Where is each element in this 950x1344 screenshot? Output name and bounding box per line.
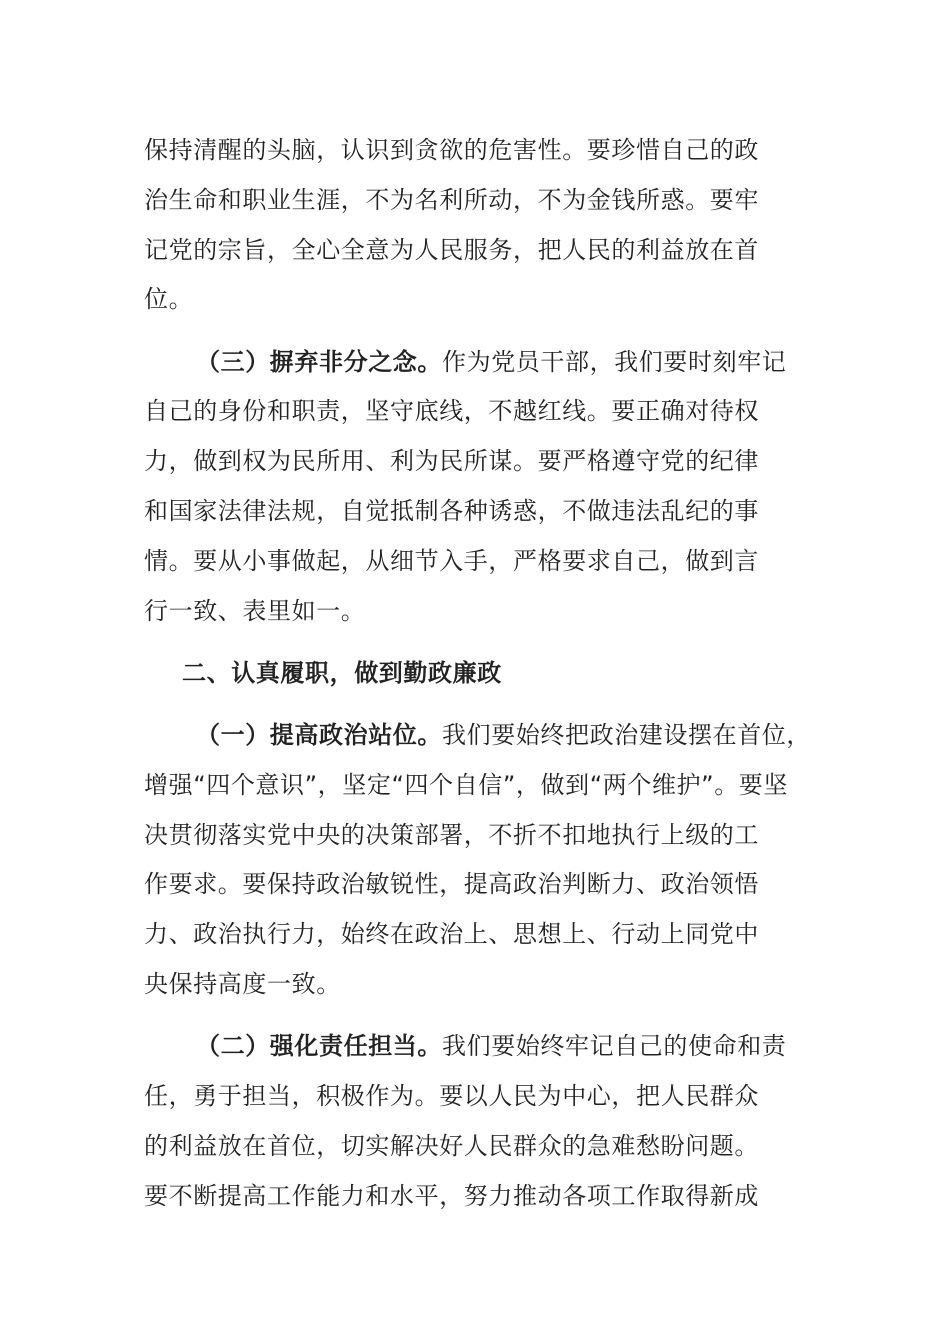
paragraph-2 [144,338,808,637]
text-line: 力，做到权为民所用、利为民所谋。要严格遵守党的纪律 [144,447,759,476]
section-heading: 二、认真履职，做到勤政廉政 [182,658,502,687]
text-line [144,1022,808,1072]
text-line-rest: 我们要始终牢记自己的使命和责 [442,1032,787,1061]
text-line-rest: 作为党员干部，我们要时刻牢记 [442,347,787,376]
text-line: 央保持高度一致。 [144,969,341,998]
text-line [144,711,811,761]
subheading-3: （三）摒弃非分之念。 [196,347,442,376]
text-line: 位。 [144,285,194,314]
text-line: 行一致、表里如一。 [144,596,366,625]
text-line: 决贯彻落实党中央的决策部署，不折不扣地执行上级的工 [144,820,759,849]
text-line: 的利益放在首位，切实解决好人民群众的急难愁盼问题。 [144,1131,759,1160]
paragraph-4 [144,1022,808,1221]
paragraph-1 [144,126,808,325]
text-line: 治生命和职业生涯，不为名利所动，不为金钱所惑。要牢 [144,185,759,214]
text-line-rest: 我们要始终把政治建设摆在首位， [442,720,811,749]
subheading-2: （二）强化责任担当。 [196,1032,442,1061]
text-line: 保持清醒的头脑，认识到贪欲的危害性。要珍惜自己的政 [144,136,759,164]
text-line: 要不断提高工作能力和水平，努力推动各项工作取得新成 [144,1181,759,1210]
text-line: 力、政治执行力，始终在政治上、思想上、行动上同党中 [144,920,759,949]
text-line: 记党的宗旨，全心全意为人民服务，把人民的利益放在首 [144,235,759,264]
paragraph-3 [144,711,811,1010]
text-line [144,338,808,388]
document-page [144,126,811,1221]
subheading-1: （一）提高政治站位。 [196,720,442,749]
text-line: 和国家法律法规，自觉抵制各种诱惑，不做违法乱纪的事 [144,496,759,525]
text-line: 作要求。要保持政治敏锐性，提高政治判断力、政治领悟 [144,870,759,899]
text-line: 任，勇于担当，积极作为。要以人民为中心，把人民群众 [144,1081,759,1110]
text-line: 自己的身份和职责，坚守底线，不越红线。要正确对待权 [144,397,759,426]
text-line: 增强“四个意识”，坚定“四个自信”，做到“两个维护”。要坚 [144,770,788,799]
text-line: 情。要从小事做起，从细节入手，严格要求自己，做到言 [144,546,759,575]
